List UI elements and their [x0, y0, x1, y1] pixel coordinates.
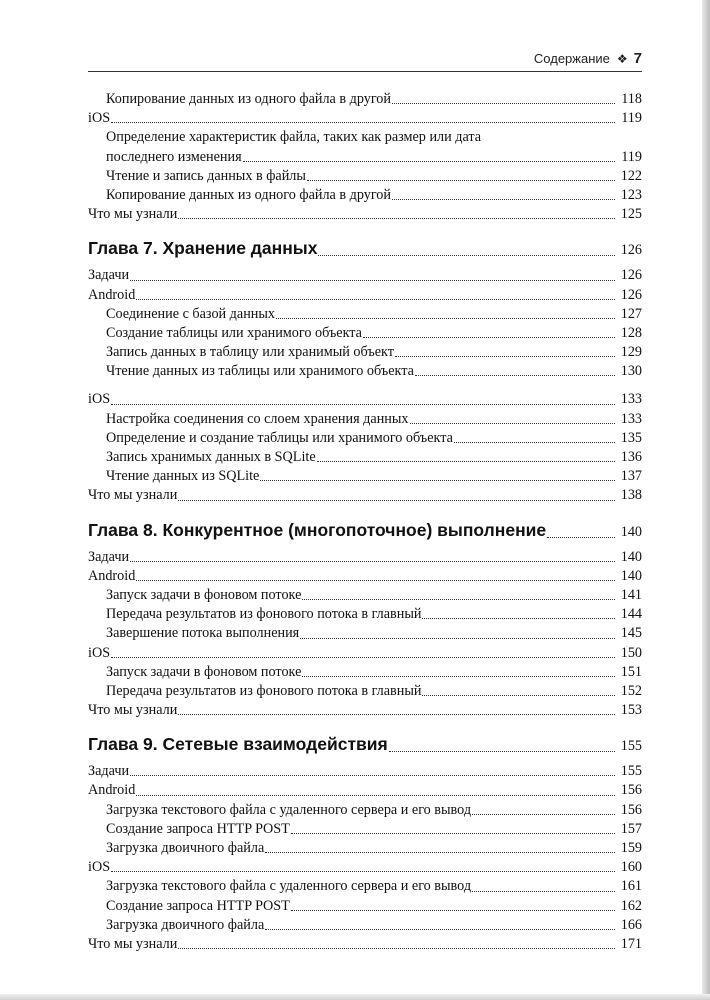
toc-entry[interactable]: [88, 548, 642, 567]
toc-entry-title: Android: [88, 567, 136, 584]
toc-entry[interactable]: [88, 266, 642, 285]
dot-leader: [260, 480, 615, 481]
toc-entry-title: Загрузка двоичного файла: [106, 916, 265, 933]
page-bottom-shadow: [0, 994, 710, 1000]
toc-entry[interactable]: [88, 682, 642, 701]
toc-entry-title: Определение и создание таблицы или хранимого объекта: [106, 429, 453, 446]
toc-entry-title: iOS: [88, 644, 111, 661]
toc-entry[interactable]: [88, 448, 642, 467]
toc-entry[interactable]: [88, 305, 642, 324]
dot-leader: [136, 299, 615, 300]
toc-entry-page: 136: [620, 449, 642, 465]
toc-entry-page: 123: [620, 186, 642, 203]
toc-entry-page: 157: [620, 820, 642, 837]
toc-entry[interactable]: [88, 429, 642, 448]
toc-entry[interactable]: [88, 762, 642, 781]
toc-entry[interactable]: [88, 410, 642, 429]
toc-entry-page: 151: [620, 663, 642, 680]
toc-entry-page: 122: [620, 167, 642, 184]
toc-entry-title: Загрузка текстового файла с удаленного сервера и его вывод: [106, 878, 472, 895]
toc-entry[interactable]: [88, 148, 642, 167]
toc-entry[interactable]: [88, 186, 642, 205]
toc-entry[interactable]: [88, 324, 642, 343]
page-edge-shadow: [702, 0, 710, 1000]
toc-entry-title: Передача результатов из фонового потока в главный: [106, 682, 422, 699]
toc-entry-title: Что мы узнали: [88, 935, 178, 952]
toc-entry-page: 162: [620, 897, 642, 914]
toc-entry-page: 119: [621, 148, 642, 165]
toc-entry[interactable]: [88, 877, 642, 896]
header-section-title: Содержание: [533, 51, 610, 66]
dot-leader: [178, 218, 615, 219]
toc-entry[interactable]: [88, 390, 642, 409]
toc-entry-title-line1: Определение характеристик файла, таких как размер или дата: [106, 129, 482, 146]
dot-leader: [243, 161, 615, 162]
toc-entry-page: 141: [620, 586, 642, 603]
toc-entry-page: 156: [620, 782, 642, 799]
dot-leader: [111, 122, 615, 123]
dot-leader: [395, 356, 615, 357]
toc-entry-page: 130: [620, 363, 642, 380]
toc-entry-page: 119: [621, 110, 642, 127]
dot-leader: [291, 833, 615, 834]
dot-leader: [302, 676, 615, 677]
toc-entry[interactable]: [88, 486, 642, 505]
dot-leader: [178, 948, 615, 949]
dot-leader: [300, 638, 615, 639]
chapter-title: Глава 8. Конкурентное (многопоточное) выполнение: [88, 519, 547, 540]
dot-leader: [363, 337, 615, 338]
toc-entry[interactable]: [88, 567, 642, 586]
toc-entry-page: 140: [620, 567, 642, 584]
dot-leader: [111, 657, 615, 658]
diamond-icon: ❖: [616, 52, 628, 66]
chapter-heading[interactable]: [88, 734, 642, 758]
toc-entry-page: 144: [620, 606, 642, 623]
toc-entry-page: 129: [620, 344, 642, 361]
dot-leader: [130, 280, 615, 281]
chapter-page: 140: [620, 523, 642, 540]
toc-entry-page: 155: [620, 763, 642, 780]
toc-entry-title: Запуск задачи в фоновом потоке: [106, 663, 302, 680]
table-of-contents: [88, 90, 642, 954]
toc-entry[interactable]: [88, 286, 642, 305]
dot-leader: [472, 814, 615, 815]
dot-leader: [307, 180, 615, 181]
toc-entry-page: 156: [620, 801, 642, 818]
dot-leader: [392, 103, 615, 104]
dot-leader: [178, 714, 615, 715]
toc-entry[interactable]: [88, 605, 642, 624]
chapter-page: 126: [620, 242, 642, 259]
chapter-title: Глава 7. Хранение данных: [88, 238, 318, 259]
toc-entry-title: iOS: [88, 391, 111, 408]
toc-entry-page: 135: [620, 429, 642, 446]
dot-leader: [111, 404, 615, 405]
toc-entry-title: Чтение данных из SQLite: [106, 468, 260, 485]
dot-leader: [276, 318, 615, 319]
toc-entry-title: Чтение данных из таблицы или хранимого объекта: [106, 363, 414, 380]
toc-entry[interactable]: [88, 205, 642, 224]
toc-entry-page: 118: [621, 91, 642, 107]
toc-entry[interactable]: [88, 624, 642, 643]
toc-entry[interactable]: [88, 362, 642, 381]
toc-entry-page: 133: [620, 410, 642, 427]
dot-leader: [415, 375, 615, 376]
dot-leader: [422, 695, 615, 696]
dot-leader: [410, 423, 615, 424]
toc-entry[interactable]: [88, 897, 642, 916]
toc-entry-page: 126: [620, 267, 642, 284]
toc-entry[interactable]: [88, 167, 642, 186]
toc-entry[interactable]: [88, 839, 642, 858]
toc-entry-page: 171: [620, 935, 642, 952]
toc-entry-title: Завершение потока выполнения: [106, 625, 300, 642]
toc-entry[interactable]: [88, 916, 642, 935]
toc-entry-page: 145: [620, 625, 642, 642]
toc-entry-page: 127: [620, 305, 642, 322]
toc-entry-title: Запись хранимых данных в SQLite: [106, 449, 316, 465]
dot-leader: [302, 599, 615, 600]
toc-entry-title: Задачи: [88, 763, 130, 780]
dot-leader: [178, 500, 615, 501]
toc-entry-page: 126: [620, 286, 642, 303]
toc-entry-page: 160: [620, 859, 642, 876]
toc-entry-title: последнего изменения: [106, 148, 242, 165]
running-header: [88, 50, 642, 70]
toc-entry-title: iOS: [88, 110, 111, 127]
toc-entry-title: Создание таблицы или хранимого объекта: [106, 324, 362, 341]
header-divider: [88, 71, 642, 72]
dot-leader: [136, 580, 615, 581]
dot-leader: [318, 255, 615, 256]
toc-entry-page: 152: [620, 682, 642, 699]
header-page-number: 7: [633, 50, 642, 67]
toc-entry-title: Android: [88, 286, 136, 303]
toc-entry[interactable]: [88, 781, 642, 800]
toc-entry-title: Загрузка текстового файла с удаленного сервера и его вывод: [106, 801, 472, 818]
toc-entry-title: iOS: [88, 859, 111, 876]
toc-entry-title: Копирование данных из одного файла в другой: [106, 91, 391, 107]
toc-entry[interactable]: [88, 701, 642, 720]
toc-entry-page: 161: [620, 878, 642, 895]
toc-entry-title: Передача результатов из фонового потока в главный: [106, 606, 422, 623]
dot-leader: [130, 561, 615, 562]
dot-leader: [422, 618, 615, 619]
chapter-page: 155: [620, 738, 642, 755]
toc-entry-title: Что мы узнали: [88, 487, 178, 504]
toc-entry[interactable]: [88, 90, 642, 109]
toc-entry-page: 133: [620, 391, 642, 408]
toc-entry-title: Настройка соединения со слоем хранения данных: [106, 410, 409, 427]
dot-leader: [130, 775, 615, 776]
dot-leader: [472, 891, 615, 892]
dot-leader: [392, 199, 615, 200]
chapter-heading[interactable]: [88, 238, 642, 262]
toc-entry-title: Запись данных в таблицу или хранимый объект: [106, 344, 394, 361]
toc-entry-title: Чтение и запись данных в файлы: [106, 167, 306, 184]
dot-leader: [454, 442, 615, 443]
toc-entry-page: 166: [620, 916, 642, 933]
toc-entry[interactable]: [88, 801, 642, 820]
dot-leader: [136, 795, 615, 796]
toc-entry[interactable]: [88, 663, 642, 682]
toc-entry[interactable]: [88, 935, 642, 954]
toc-entry-title: Запуск задачи в фоновом потоке: [106, 586, 302, 603]
toc-entry-page: 150: [620, 644, 642, 661]
toc-entry-page: 159: [620, 840, 642, 856]
toc-entry[interactable]: [88, 644, 642, 663]
chapter-heading[interactable]: [88, 520, 642, 544]
chapter-title: Глава 9. Сетевые взаимодействия: [88, 734, 388, 755]
toc-entry[interactable]: [88, 858, 642, 877]
dot-leader: [547, 537, 615, 538]
toc-entry-page: 140: [620, 548, 642, 565]
toc-entry-page: 137: [620, 468, 642, 485]
toc-entry-title: Загрузка двоичного файла: [106, 840, 265, 856]
toc-entry[interactable]: [88, 820, 642, 839]
dot-leader: [317, 461, 615, 462]
toc-entry-page: 138: [620, 487, 642, 504]
toc-entry-page: 153: [620, 702, 642, 719]
toc-entry-page: 125: [620, 206, 642, 223]
toc-entry-title: Что мы узнали: [88, 206, 178, 223]
dot-leader: [265, 852, 615, 853]
toc-entry[interactable]: [88, 343, 642, 362]
dot-leader: [111, 871, 615, 872]
section-spacer: [88, 381, 642, 390]
toc-entry-title: Android: [88, 782, 136, 799]
dot-leader: [291, 910, 615, 911]
toc-entry-title: Что мы узнали: [88, 702, 178, 719]
toc-entry-title: Создание запроса HTTP POST: [106, 897, 290, 914]
dot-leader: [265, 929, 615, 930]
toc-entry[interactable]: [88, 467, 642, 486]
dot-leader: [389, 751, 615, 752]
toc-entry-title: Копирование данных из одного файла в другой: [106, 186, 391, 203]
toc-entry-page: 128: [620, 324, 642, 341]
toc-entry-title: Создание запроса HTTP POST: [106, 820, 290, 837]
toc-entry[interactable]: [88, 109, 642, 128]
toc-entry-title: Задачи: [88, 267, 130, 284]
toc-entry-title: Задачи: [88, 548, 130, 565]
toc-entry[interactable]: [88, 586, 642, 605]
toc-entry-title: Соединение с базой данных: [106, 305, 276, 322]
